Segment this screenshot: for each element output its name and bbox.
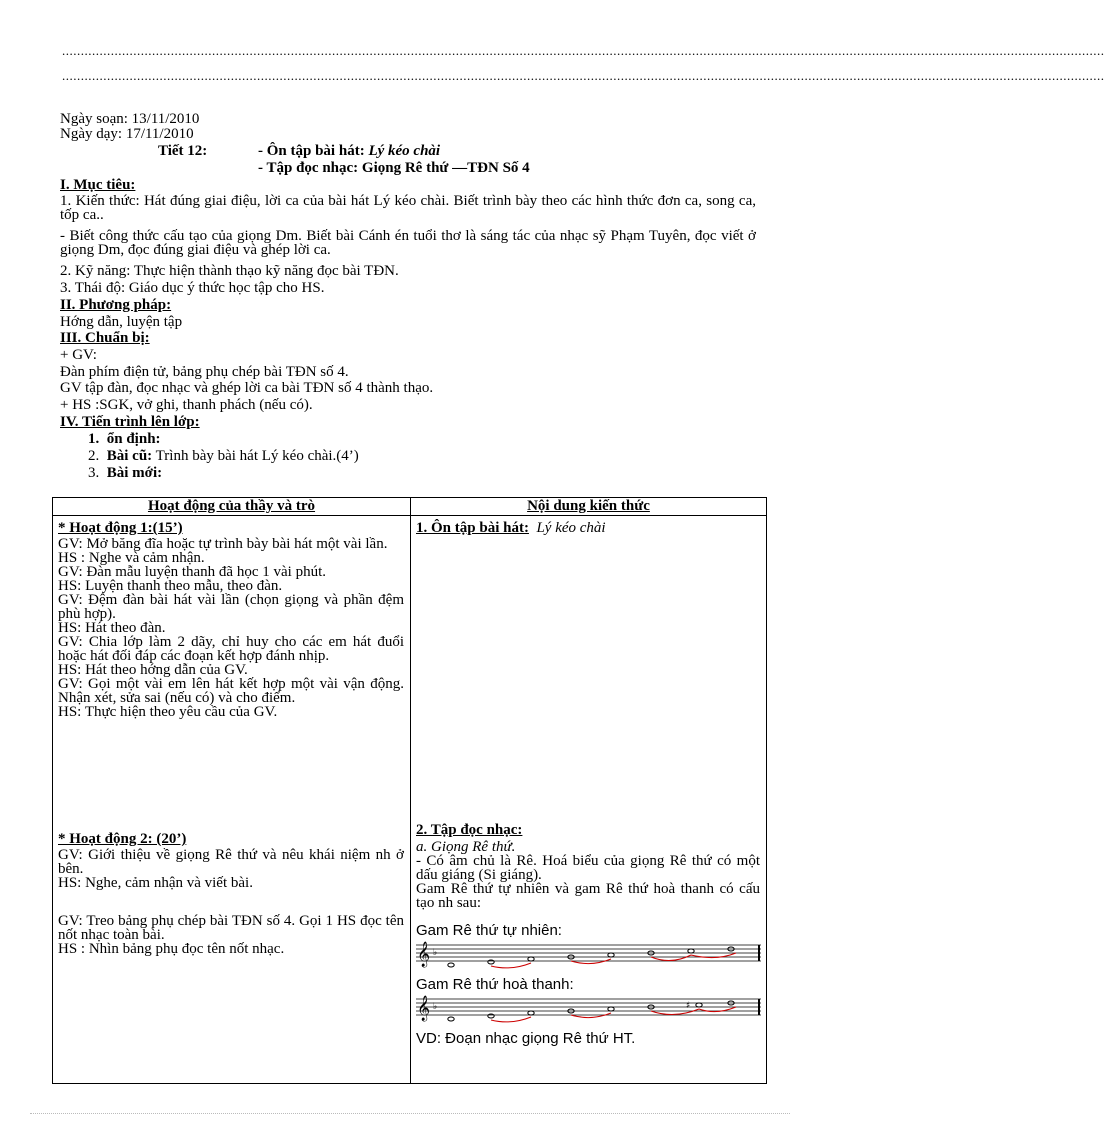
activity-2-line: GV: Giới thiệu về giọng Rê thứ và nêu khái niệm nh ở bên.: [58, 847, 404, 877]
prep-line2: GV tập đàn, đọc nhạc và ghép lời ca bài TĐN số 4 thành thạo.: [60, 380, 434, 396]
process-step-2: [88, 448, 359, 464]
step-3-text: Bài mới:: [106, 465, 163, 481]
content-2-line: - Có âm chủ là Rê. Hoá biểu của giọng Rê thứ có một dấu giáng (Si giáng).: [416, 853, 760, 883]
activity-2-line: GV: Treo bảng phụ chép bài TĐN số 4. Gọi 1 HS đọc tên nốt nhạc toàn bài.: [58, 913, 404, 943]
content-1: [416, 521, 760, 535]
activity-2-heading: * Hoạt động 2: (20’): [58, 831, 187, 847]
activity-1-line: GV: Mở băng đĩa hoặc tự trình bày bài hát một vài lần.: [58, 536, 388, 552]
svg-text:♭: ♭: [433, 948, 438, 958]
lesson-title-2: - Tập đọc nhạc: Giọng Rê thứ —TĐN Số 4: [258, 160, 530, 176]
process-step-1: [88, 431, 161, 447]
dotted-line-second: ......................................................................................................................................................................................................................................................................................: [62, 68, 1105, 83]
ngay-soan: Ngày soạn: 13/11/2010: [60, 111, 200, 127]
process-step-3: [88, 465, 162, 481]
prep-heading: III. Chuẩn bị:: [60, 330, 150, 346]
lesson-title-1-prefix: - Ôn tập bài hát:: [258, 143, 369, 159]
example-text: VD: Đoạn nhạc giọng Rê thứ HT.: [416, 1030, 636, 1047]
activity-1-body: [58, 537, 404, 719]
activity-1-line: GV: Gọi một vài em lên hát kết hợp một vài vận động. Nhận xét, sửa sai (nếu có) và cho điểm.: [58, 676, 404, 706]
lesson-title-1: [258, 143, 440, 159]
activity-2-line: HS: Nghe, cảm nhận và viết bài.: [58, 875, 253, 891]
content-cell: [411, 516, 767, 1084]
step-1-number: 1.: [88, 431, 100, 447]
objective-knowledge: 1. Kiến thức: Hát đúng giai điệu, lời ca của bài hát Lý kéo chài. Biết trình bày theo các hình thức đơn ca, song ca, tốp ca..: [60, 193, 756, 223]
content-2-a: a. Giọng Rê thứ.: [416, 839, 516, 855]
activity-2-line: HS : Nhìn bảng phụ đọc tên nốt nhạc.: [58, 941, 285, 957]
treble-clef-icon: 𝄞: [417, 996, 431, 1021]
activity-1-heading: * Hoạt động 1:(15’): [58, 520, 183, 536]
lesson-title-1-song: Lý kéo chài: [368, 143, 441, 159]
svg-text:♯: ♯: [686, 1001, 691, 1011]
step-3-number: 3.: [88, 465, 100, 481]
activity-1-line: HS: Hát theo đàn.: [58, 620, 166, 636]
lesson-table: [52, 497, 767, 1084]
col-header-activities: Hoạt động của thầy và trò: [53, 498, 411, 516]
activity-2-body: [58, 848, 404, 890]
objectives-heading: I. Mục tiêu:: [60, 177, 136, 193]
scale-1-staff: [416, 939, 761, 967]
content-1-song: Lý kéo chài: [536, 520, 606, 536]
content-1-label: 1. Ôn tập bài hát:: [416, 520, 529, 536]
activity-1-line: GV: Đệm đàn bài hát vài lần (chọn giọng và phần đệm phù hợp).: [58, 592, 404, 622]
step-1-text: ổn định:: [106, 431, 161, 447]
activity-1-line: GV: Đàn mẫu luyện thanh đã học 1 vài phút.: [58, 564, 326, 580]
prep-line1: Đàn phím điện tử, bảng phụ chép bài TĐN số 4.: [60, 364, 349, 380]
process-heading: IV. Tiến trình lên lớp:: [60, 414, 200, 430]
activity-1-line: HS: Hát theo hớng dẫn của GV.: [58, 662, 248, 678]
activity-2-body-b: [58, 914, 404, 956]
scale-2-staff: [416, 993, 761, 1021]
step-2-text: Trình bày bài hát Lý kéo chài.(4’): [152, 448, 359, 464]
content-2-line: Gam Rê thứ tự nhiên và gam Rê thứ hoà thanh có cấu tạo nh sau:: [416, 881, 760, 911]
dotted-line-top: ......................................................................................................................................................................................................................................................................................: [62, 43, 1105, 58]
content-2-body: [416, 854, 760, 910]
objective-knowledge-b: - Biết công thức cấu tạo của giọng Dm. Biết bài Cánh én tuổi thơ là sáng tác của nhạc sỹ Phạm Tuyên, đọc viết ở giọng Dm, đọc đúng giai điệu và ghép lời ca.: [60, 228, 756, 258]
svg-text:♭: ♭: [433, 1002, 438, 1012]
content-2-heading: 2. Tập đọc nhạc:: [416, 822, 523, 838]
scale-2-label: Gam Rê thứ hoà thanh:: [416, 976, 574, 993]
objective-skill: 2. Kỹ năng: Thực hiện thành thạo kỹ năng đọc bài TĐN.: [60, 263, 399, 279]
step-2-number: 2.: [88, 448, 100, 464]
prep-gv: + GV:: [60, 347, 97, 363]
objective-attitude: 3. Thái độ: Giáo dục ý thức học tập cho HS.: [60, 280, 325, 296]
activities-cell: [53, 516, 411, 1084]
methods-heading: II. Phương pháp:: [60, 297, 172, 313]
treble-clef-icon: 𝄞: [417, 942, 431, 967]
methods-text: Hớng dẫn, luyện tập: [60, 314, 183, 330]
activity-1-line: GV: Chia lớp làm 2 dãy, chỉ huy cho các em hát đuổi hoặc hát đối đáp các đoạn kết hợp đánh nhịp.: [58, 634, 404, 664]
lesson-number: Tiết 12:: [158, 143, 208, 159]
ngay-day: Ngày dạy: 17/11/2010: [60, 126, 194, 142]
prep-hs: + HS :SGK, vở ghi, thanh phách (nếu có).: [60, 397, 313, 413]
scale-1-label: Gam Rê thứ tự nhiên:: [416, 922, 562, 939]
page-bottom-rule: [30, 1113, 790, 1114]
activity-1-line: HS: Thực hiện theo yêu cầu của GV.: [58, 704, 278, 720]
activity-1-line: HS: Luyện thanh theo mẫu, theo đàn.: [58, 578, 283, 594]
activity-1-line: HS : Nghe và cảm nhận.: [58, 550, 205, 566]
step-2-label: Bài cũ:: [106, 448, 153, 464]
col-header-content: Nội dung kiến thức: [411, 498, 767, 516]
